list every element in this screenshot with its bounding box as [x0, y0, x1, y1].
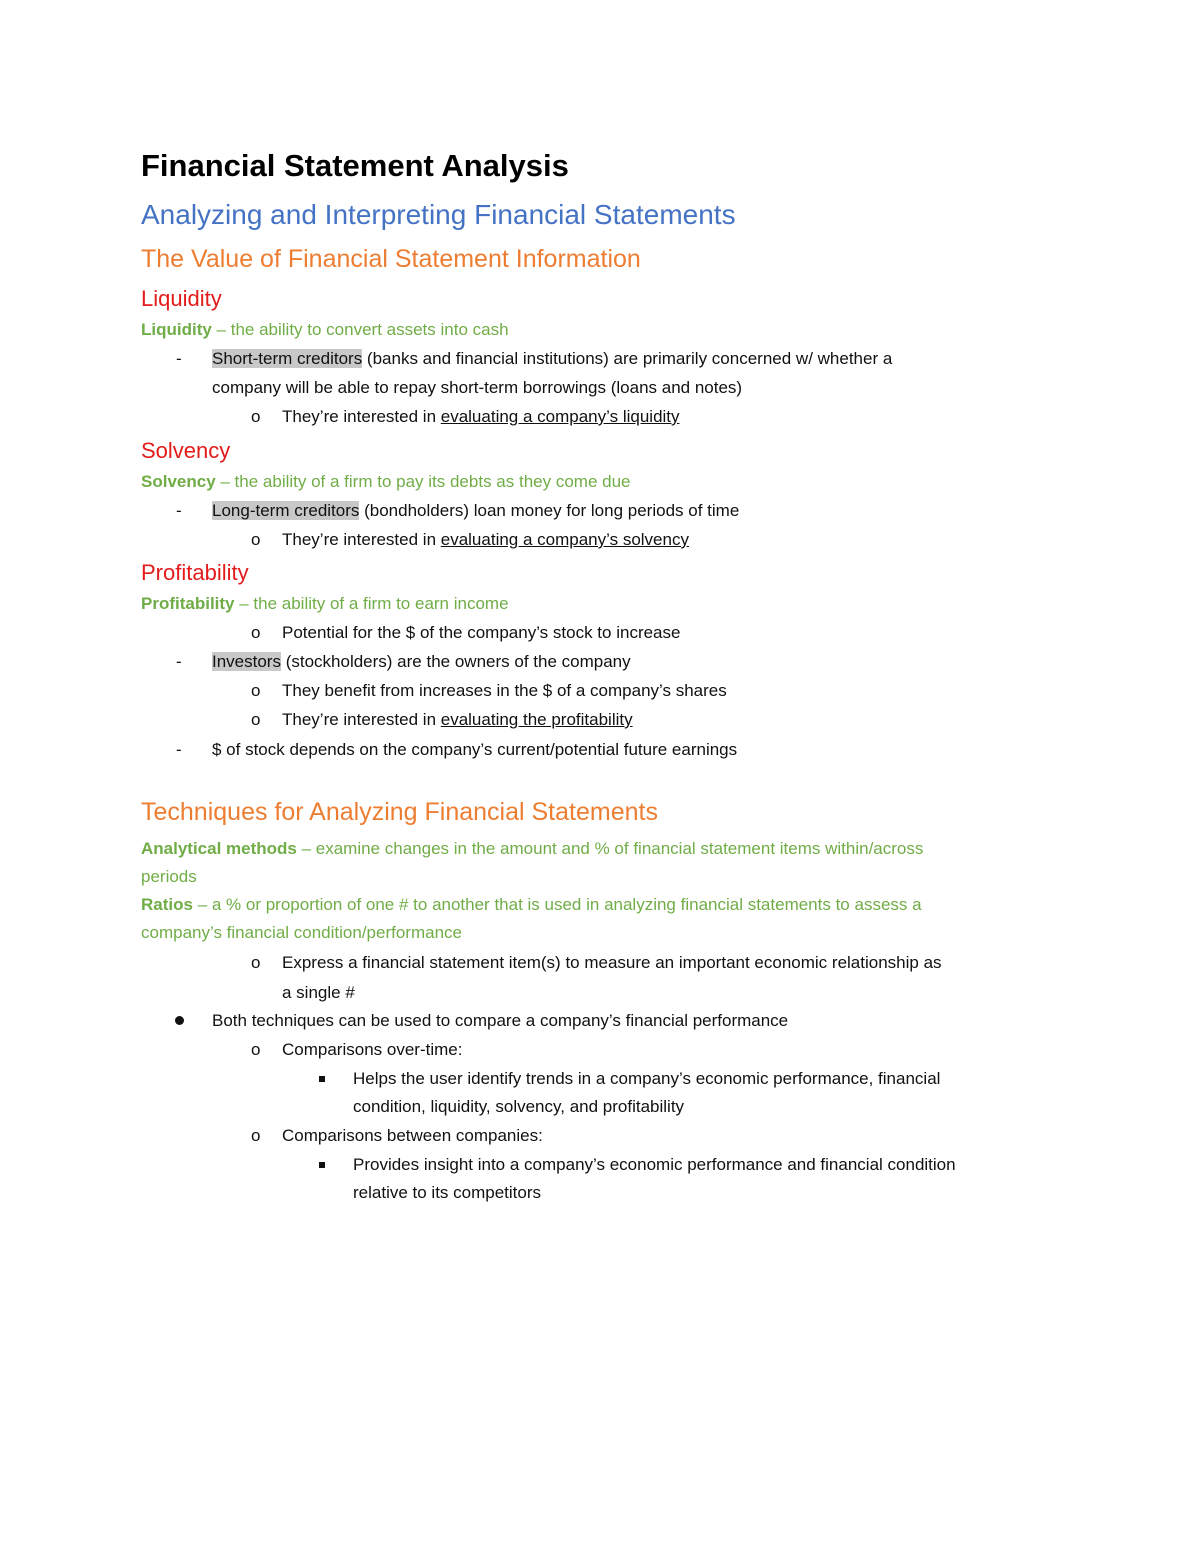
dash-bullet: -	[176, 501, 182, 520]
list-item: $ of stock depends on the company’s current/potential future earnings	[212, 740, 738, 759]
sub-list-item	[282, 530, 689, 550]
list-item	[212, 349, 892, 369]
profitability-definition	[141, 594, 509, 614]
circle-bullet: o	[251, 1040, 261, 1059]
round-bullet	[175, 1016, 184, 1025]
ratios-definition	[141, 895, 922, 915]
liquidity-definition	[141, 320, 509, 340]
definition-text: – a % or proportion of one # to another that is used in analyzing financial statements to assess a	[192, 895, 922, 914]
definition-continuation: periods	[141, 867, 197, 886]
heading-techniques: Techniques for Analyzing Financial Statements	[141, 798, 658, 826]
heading-profitability: Profitability	[141, 560, 249, 585]
item-text: (bondholders) loan money for long periods of time	[359, 501, 740, 520]
dash-bullet: -	[176, 652, 182, 671]
dash-bullet: -	[176, 349, 182, 368]
sub-list-item	[282, 407, 680, 427]
page-title: Financial Statement Analysis	[141, 148, 569, 183]
term: Analytical methods	[141, 839, 297, 858]
dash-bullet: -	[176, 740, 182, 759]
definition-text: – examine changes in the amount and % of financial statement items within/across	[296, 839, 924, 858]
circle-bullet: o	[251, 1126, 261, 1145]
heading-liquidity: Liquidity	[141, 286, 222, 311]
analytical-methods-definition	[141, 839, 923, 859]
heading-value-of-information: The Value of Financial Statement Information	[141, 245, 641, 273]
item-text: They’re interested in	[282, 407, 441, 426]
sub-list-item: They benefit from increases in the $ of a company’s shares	[282, 681, 727, 700]
term: Liquidity	[141, 320, 212, 339]
list-item-continuation: company will be able to repay short-term borrowings (loans and notes)	[212, 378, 743, 397]
highlighted-term: Investors	[212, 652, 281, 671]
solvency-definition	[141, 472, 630, 492]
circle-bullet: o	[251, 953, 261, 972]
definition-continuation: company’s financial condition/performance	[141, 923, 462, 942]
item-text: They’re interested in	[282, 710, 441, 729]
list-item: Both techniques can be used to compare a company’s financial performance	[212, 1011, 789, 1030]
item-text: (stockholders) are the owners of the company	[280, 652, 631, 671]
square-bullet	[319, 1162, 325, 1168]
underlined-text: evaluating the profitability	[440, 710, 633, 729]
circle-bullet: o	[251, 710, 261, 729]
sub-list-item	[282, 710, 633, 730]
list-item	[212, 652, 631, 672]
item-text: They’re interested in	[282, 530, 441, 549]
sub-list-item: Potential for the $ of the company’s stock to increase	[282, 623, 681, 642]
sub-list-item: Express a financial statement item(s) to measure an important economic relationship as	[282, 953, 942, 972]
sub-list-item: Comparisons over-time:	[282, 1040, 463, 1059]
underlined-text: evaluating a company’s liquidity	[440, 407, 680, 426]
heading-analyzing: Analyzing and Interpreting Financial Statements	[141, 199, 736, 230]
circle-bullet: o	[251, 623, 261, 642]
definition-text: – the ability to convert assets into cash	[211, 320, 509, 339]
circle-bullet: o	[251, 681, 261, 700]
highlighted-term: Long-term creditors	[212, 501, 360, 520]
term: Solvency	[141, 472, 216, 491]
sub-sub-list-item: Helps the user identify trends in a company’s economic performance, financial	[353, 1069, 941, 1088]
sub-list-item-continuation: a single #	[282, 983, 355, 1002]
definition-text: – the ability of a firm to pay its debts as they come due	[215, 472, 631, 491]
list-item	[212, 501, 739, 521]
sub-sub-list-item-continuation: condition, liquidity, solvency, and profitability	[353, 1097, 685, 1116]
underlined-text: evaluating a company’s solvency	[440, 530, 689, 549]
circle-bullet: o	[251, 407, 261, 426]
sub-sub-list-item-continuation: relative to its competitors	[353, 1183, 542, 1202]
heading-solvency: Solvency	[141, 438, 231, 463]
circle-bullet: o	[251, 530, 261, 549]
sub-sub-list-item: Provides insight into a company’s economic performance and financial condition	[353, 1155, 956, 1174]
square-bullet	[319, 1076, 325, 1082]
item-text: (banks and financial institutions) are primarily concerned w/ whether a	[362, 349, 893, 368]
term: Ratios	[141, 895, 193, 914]
term: Profitability	[141, 594, 235, 613]
definition-text: – the ability of a firm to earn income	[234, 594, 509, 613]
highlighted-term: Short-term creditors	[212, 349, 363, 368]
sub-list-item: Comparisons between companies:	[282, 1126, 543, 1145]
